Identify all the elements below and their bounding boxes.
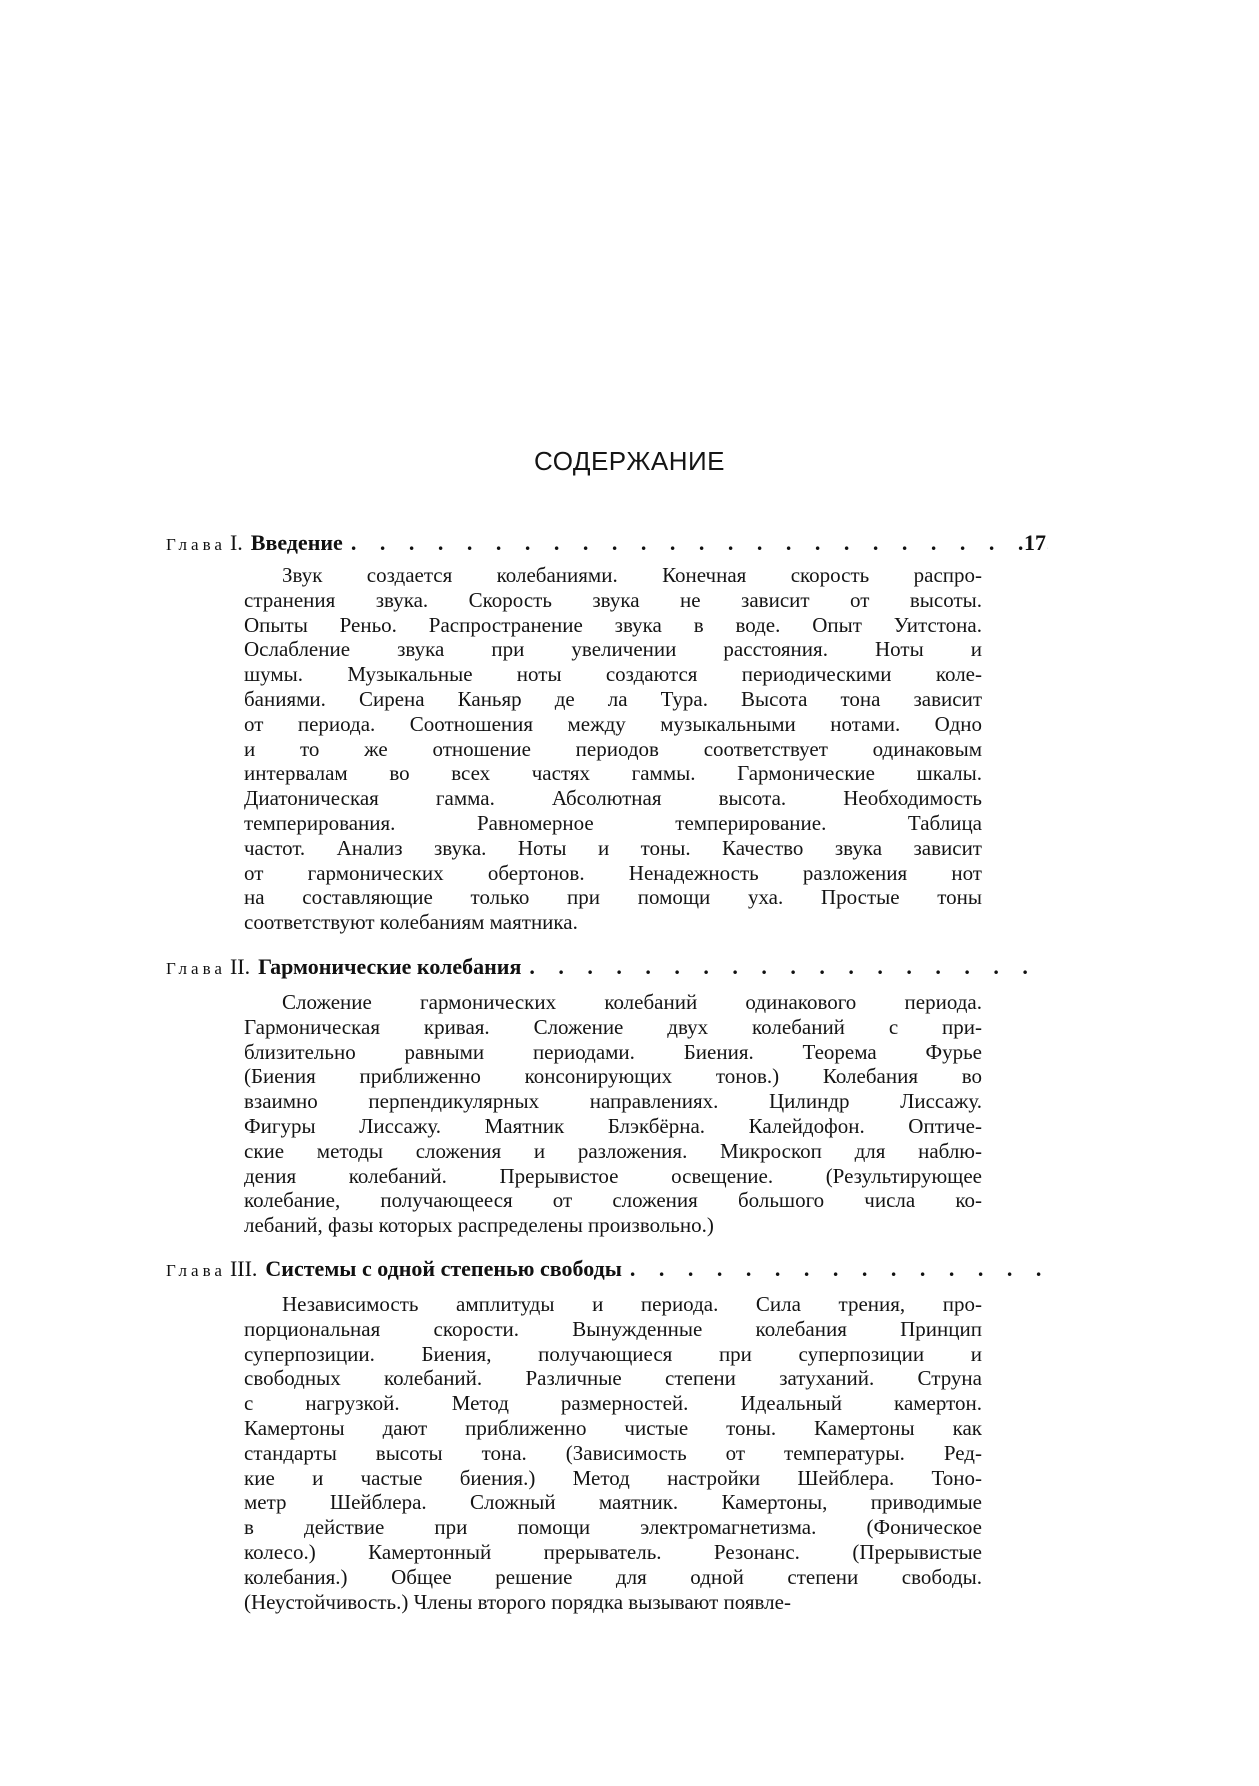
summary-line: близительно равными периодами. Биения. Теорема Фурье xyxy=(244,1039,982,1064)
chapter-prefix: Глава xyxy=(166,535,226,554)
summary-line: Фигуры Лиссажу. Маятник Блэкбёрна. Калейдофон. Оптиче- xyxy=(244,1113,982,1138)
chapter-prefix: Глава xyxy=(166,1261,226,1280)
page-title: СОДЕРЖАНИЕ xyxy=(533,446,725,476)
chapter-prefix: Глава xyxy=(166,959,226,978)
summary-line: баниями. Сирена Каньяр де ла Тура. Высота тона зависит xyxy=(244,686,982,711)
dot-leader xyxy=(630,1256,1048,1282)
summary-line: интервалам во всех частях гаммы. Гармонические шкалы. xyxy=(244,761,982,786)
chapter-summary-3 xyxy=(244,1292,982,1614)
summary-line: суперпозиции. Биения, получающиеся при суперпозиции и xyxy=(244,1341,982,1366)
summary-line: от периода. Соотношения между музыкальными нотами. Одно xyxy=(244,711,982,736)
chapter-page-number: 17 xyxy=(1024,530,1046,555)
summary-line: Звук создается колебаниями. Конечная скорость распро- xyxy=(282,563,982,587)
dot-leader xyxy=(529,954,1048,980)
chapter-title: Системы с одной степенью свободы xyxy=(265,1256,622,1281)
chapter-title: Гармонические колебания xyxy=(258,954,522,979)
summary-line: стандарты высоты тона. (Зависимость от температуры. Ред- xyxy=(244,1440,982,1465)
chapter-summary-1 xyxy=(244,563,982,935)
summary-line: (Биения приближенно консонирующих тонов.) Колебания во xyxy=(244,1064,982,1089)
summary-line: дения колебаний. Прерывистое освещение. (Результирующее xyxy=(244,1163,982,1188)
summary-line: шумы. Музыкальные ноты создаются периодическими коле- xyxy=(244,662,982,687)
summary-line: Сложение гармонических колебаний одинакового периода. xyxy=(282,990,982,1014)
summary-line: в действие при помощи электромагнетизма. (Фоническое xyxy=(244,1515,982,1540)
summary-line: Опыты Реньо. Распространение звука в воде. Опыт Уитстона. xyxy=(244,612,982,637)
summary-line: колесо.) Камертонный прерыватель. Резонанс. (Прерывистые xyxy=(244,1539,982,1564)
summary-line: частот. Анализ звука. Ноты и тоны. Качество звука зависит xyxy=(244,835,982,860)
summary-line: Диатоническая гамма. Абсолютная высота. Необходимость xyxy=(244,786,982,811)
dot-leader xyxy=(351,530,1048,556)
chapter-number: I. xyxy=(229,530,243,555)
summary-line: взаимно перпендикулярных направлениях. Цилиндр Лиссажу. xyxy=(244,1089,982,1114)
summary-line: (Неустойчивость.) Члены второго порядка вызывают появле- xyxy=(244,1589,791,1614)
summary-line: на составляющие только при помощи уха. Простые тоны xyxy=(244,885,982,910)
summary-line: соответствуют колебаниям маятника. xyxy=(244,910,578,935)
chapter-title: Введение xyxy=(250,530,343,555)
summary-line: метр Шейблера. Сложный маятник. Камертоны, приводимые xyxy=(244,1490,982,1515)
summary-line: Гармоническая кривая. Сложение двух колебаний с при- xyxy=(244,1014,982,1039)
chapter-number: III. xyxy=(229,1256,258,1281)
summary-line: странения звука. Скорость звука не зависит от высоты. xyxy=(244,587,982,612)
chapter-number: II. xyxy=(229,954,251,979)
chapter-summary-2 xyxy=(244,990,982,1238)
chapter-heading-3 xyxy=(166,1256,1048,1282)
summary-line: лебаний, фазы которых распределены произвольно.) xyxy=(244,1213,714,1238)
summary-line: свободных колебаний. Различные степени затуханий. Струна xyxy=(244,1366,982,1391)
chapter-heading-2 xyxy=(166,954,1048,980)
summary-line: от гармонических обертонов. Ненадежность разложения нот xyxy=(244,860,982,885)
summary-line: Ослабление звука при увеличении расстояния. Ноты и xyxy=(244,637,982,662)
summary-line: Камертоны дают приближенно чистые тоны. Камертоны как xyxy=(244,1415,982,1440)
summary-line: Независимость амплитуды и периода. Сила трения, про- xyxy=(282,1292,982,1316)
summary-line: колебания.) Общее решение для одной степени свободы. xyxy=(244,1564,982,1589)
summary-line: порциональная скорости. Вынужденные колебания Принцип xyxy=(244,1316,982,1341)
summary-line: колебание, получающееся от сложения большого числа ко- xyxy=(244,1188,982,1213)
summary-line: ские методы сложения и разложения. Микроскоп для наблю- xyxy=(244,1138,982,1163)
summary-line: темперирования. Равномерное темперирование. Таблица xyxy=(244,810,982,835)
summary-line: и то же отношение периодов соответствует одинаковым xyxy=(244,736,982,761)
summary-line: кие и частые биения.) Метод настройки Шейблера. Тоно- xyxy=(244,1465,982,1490)
summary-line: с нагрузкой. Метод размерностей. Идеальный камертон. xyxy=(244,1391,982,1416)
chapter-heading-1 xyxy=(166,530,1048,556)
